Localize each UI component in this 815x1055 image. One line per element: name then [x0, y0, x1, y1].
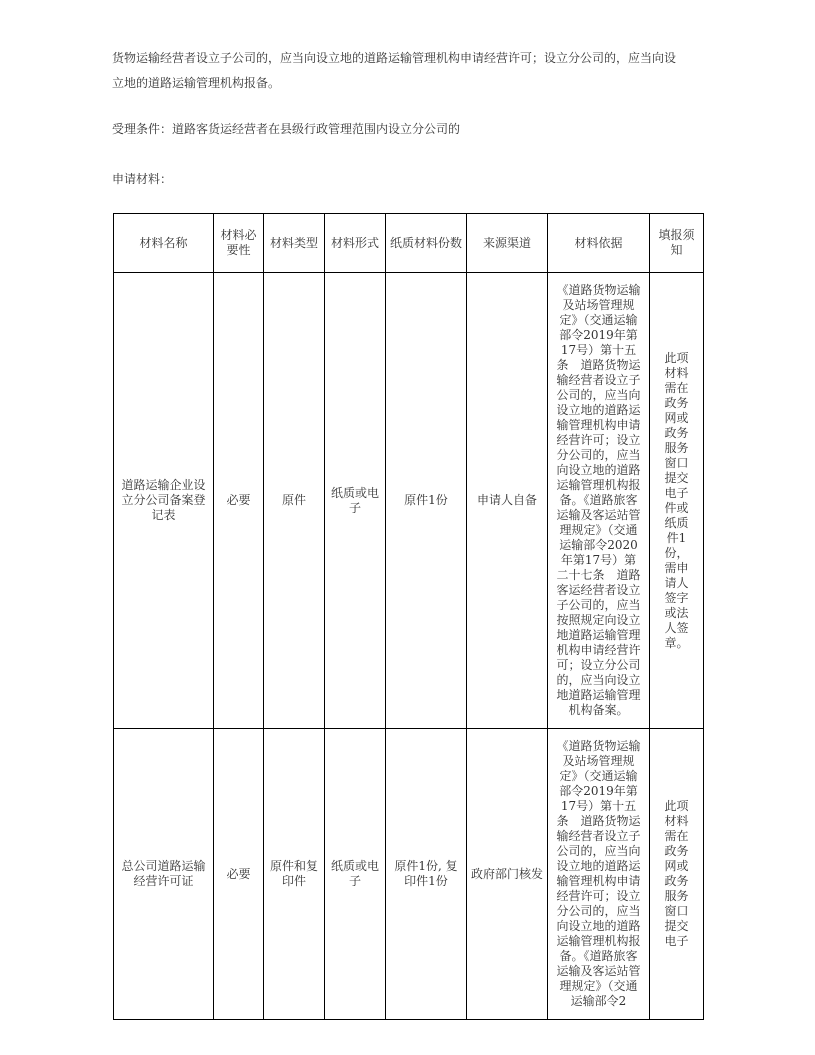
header-cell: 材料形式 [325, 214, 386, 273]
header-cell: 填报须知 [650, 214, 704, 273]
table-header-row [114, 214, 704, 273]
material-name: 道路运输企业设立分公司备案登记表 [114, 273, 214, 729]
material-form: 纸质或电子 [325, 273, 386, 729]
material-note: 此项材料需在政务网或政务服务窗口提交电子 [650, 729, 704, 1020]
material-necessity: 必要 [214, 273, 264, 729]
material-note: 此项材料需在政务网或政务服务窗口提交电子件或纸质件1份，需申请人签字或法人签章。 [650, 273, 704, 729]
header-cell: 纸质材料份数 [386, 214, 467, 273]
acceptance-condition: 受理条件：道路客货运经营者在县级行政管理范围内设立分公司的 [112, 122, 461, 136]
header-cell: 材料必要性 [214, 214, 264, 273]
header-cell: 材料名称 [114, 214, 214, 273]
table-row [114, 729, 704, 1020]
intro-line: 立地的道路运输管理机构报备。 [112, 76, 281, 90]
material-basis: 《道路货物运输及站场管理规定》（交通运输部令2019年第17号）第十五条 道路货物运输经营者设立子公司的，应当向设立地的道路运输管理机构申请经营许可；设立分公司的，应当向设立地的道路运输管理机构报备。《道路旅客运输及客运站管理规定》（交通运输部令2 [548, 729, 650, 1020]
header-cell: 材料类型 [264, 214, 325, 273]
material-form: 纸质或电子 [325, 729, 386, 1020]
material-copies: 原件1份, 复印件1份 [386, 729, 467, 1020]
material-source: 政府部门核发 [467, 729, 548, 1020]
intro-line: 货物运输经营者设立子公司的，应当向设立地的道路运输管理机构申请经营许可；设立分公司的，应当向设 [112, 51, 677, 65]
table-row [114, 273, 704, 729]
intro-paragraph [112, 46, 702, 96]
materials-label: 申请材料： [112, 172, 173, 186]
header-cell: 材料依据 [548, 214, 650, 273]
material-copies: 原件1份 [386, 273, 467, 729]
material-name: 总公司道路运输经营许可证 [114, 729, 214, 1020]
material-source: 申请人自备 [467, 273, 548, 729]
material-basis: 《道路货物运输及站场管理规定》（交通运输部令2019年第17号）第十五条 道路货物运输经营者设立子公司的，应当向设立地的道路运输管理机构申请经营许可；设立分公司的，应当向设立地的道路运输管理机构报备。《道路旅客运输及客运站管理规定》（交通运输部令2020年第17号）第二十七条 道路客运经营者设立子公司的，应当按照规定向设立地道路运输管理机构申请经营许可；设立分公司的，应当向设立地道路运输管理机构备案。 [548, 273, 650, 729]
material-necessity: 必要 [214, 729, 264, 1020]
materials-table [113, 213, 704, 1020]
material-type: 原件 [264, 273, 325, 729]
material-type: 原件和复印件 [264, 729, 325, 1020]
header-cell: 来源渠道 [467, 214, 548, 273]
